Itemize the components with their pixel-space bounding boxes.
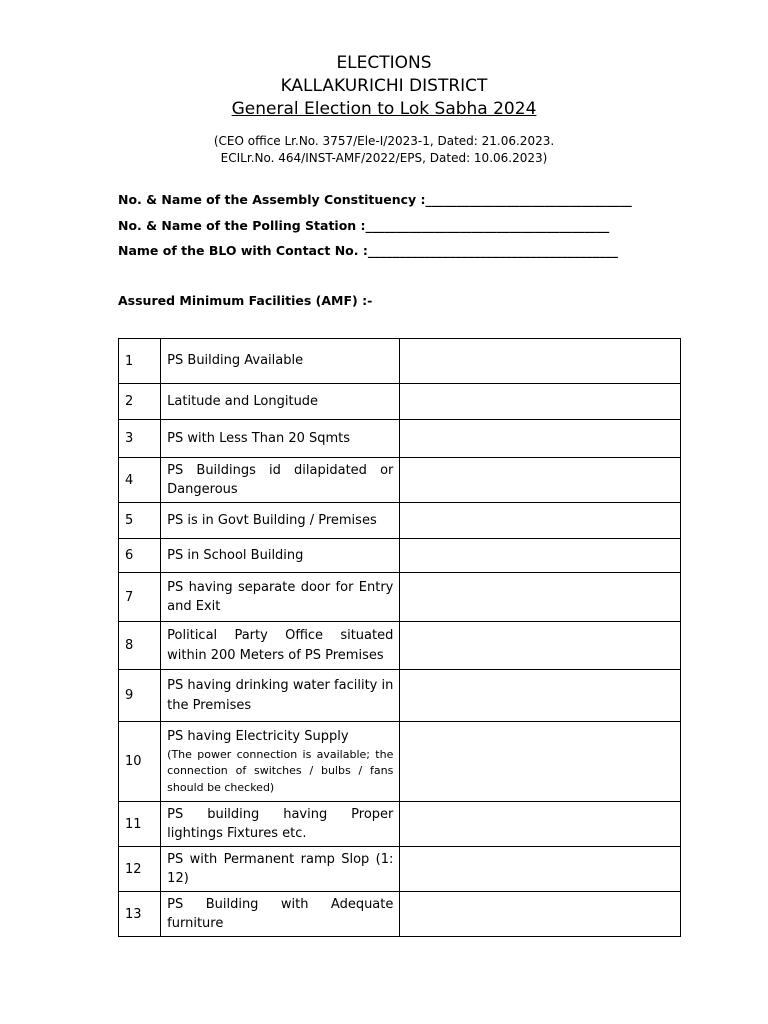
row-entry-cell[interactable] — [400, 458, 681, 503]
table-row — [119, 573, 681, 622]
row-description: PS having separate door for Entry and Exit — [161, 573, 400, 622]
row-entry-cell[interactable] — [400, 384, 681, 420]
row-description: Latitude and Longitude — [161, 384, 400, 420]
row-number: 5 — [119, 503, 161, 539]
row-number: 12 — [119, 847, 161, 892]
row-description: PS in School Building — [161, 539, 400, 573]
row-description: PS Building Available — [161, 339, 400, 384]
row-entry-cell[interactable] — [400, 339, 681, 384]
row-number: 3 — [119, 420, 161, 458]
row-entry-cell[interactable] — [400, 539, 681, 573]
row-number: 6 — [119, 539, 161, 573]
row-number: 4 — [119, 458, 161, 503]
row-description: PS with Permanent ramp Slop (1: 12) — [161, 847, 400, 892]
reference-ecil-letter: ECILr.No. 464/INST-AMF/2022/EPS, Dated: 10.06.2023) — [220, 151, 548, 165]
row-number: 10 — [119, 722, 161, 802]
table-row — [119, 892, 681, 937]
header-district: KALLAKURICHI DISTRICT — [280, 76, 488, 96]
row-number: 2 — [119, 384, 161, 420]
reference-letters — [0, 133, 768, 167]
table-row — [119, 670, 681, 722]
field-label: Name of the BLO with Contact No. : — [118, 243, 368, 258]
row-description: PS building having Proper lightings Fixtures etc. — [161, 802, 400, 847]
row-number: 9 — [119, 670, 161, 722]
row-description: PS is in Govt Building / Premises — [161, 503, 400, 539]
row-entry-cell[interactable] — [400, 622, 681, 670]
row-description — [161, 722, 400, 802]
field-blank[interactable]: _________________________________ — [425, 192, 632, 207]
row-entry-cell[interactable] — [400, 847, 681, 892]
row-entry-cell[interactable] — [400, 503, 681, 539]
field-blank[interactable]: _______________________________________ — [365, 217, 610, 233]
row-description: PS with Less Than 20 Sqmts — [161, 420, 400, 458]
field-label: No. & Name of the Assembly Constituency : — [118, 192, 426, 207]
table-row — [119, 458, 681, 503]
row-description-text: PS having Electricity Supply — [167, 729, 349, 744]
field-polling-station[interactable] — [118, 216, 632, 242]
row-entry-cell[interactable] — [400, 573, 681, 622]
header-election-title: General Election to Lok Sabha 2024 — [231, 99, 537, 119]
table-row — [119, 539, 681, 573]
table-row — [119, 503, 681, 539]
row-entry-cell[interactable] — [400, 802, 681, 847]
row-number: 7 — [119, 573, 161, 622]
field-label: No. & Name of the Polling Station : — [118, 217, 366, 233]
field-blo-contact[interactable] — [118, 241, 632, 267]
table-row — [119, 847, 681, 892]
row-entry-cell[interactable] — [400, 670, 681, 722]
row-description-note: (The power connection is available; the connection of switches / bulbs / fans should be checked) — [167, 747, 394, 794]
reference-ceo-letter: (CEO office Lr.No. 3757/Ele-I/2023-1, Dated: 21.06.2023. — [213, 134, 555, 148]
table-row — [119, 722, 681, 802]
row-description: Political Party Office situated within 200 Meters of PS Premises — [161, 622, 400, 670]
field-blank[interactable]: ________________________________________ — [367, 243, 618, 258]
row-entry-cell[interactable] — [400, 420, 681, 458]
table-row — [119, 622, 681, 670]
row-description: PS Buildings id dilapidated or Dangerous — [161, 458, 400, 503]
amf-heading: Assured Minimum Facilities (AMF) :- — [118, 293, 373, 308]
table-row — [119, 802, 681, 847]
table-row — [119, 384, 681, 420]
row-description: PS Building with Adequate furniture — [161, 892, 400, 937]
field-assembly-constituency[interactable] — [118, 190, 632, 216]
table-row — [119, 339, 681, 384]
row-number: 8 — [119, 622, 161, 670]
row-number: 1 — [119, 339, 161, 384]
row-description: PS having drinking water facility in the Premises — [161, 670, 400, 722]
form-fields — [118, 190, 632, 267]
document-header — [0, 52, 768, 121]
row-number: 13 — [119, 892, 161, 937]
row-entry-cell[interactable] — [400, 722, 681, 802]
header-elections: ELECTIONS — [336, 53, 432, 73]
row-number: 11 — [119, 802, 161, 847]
row-entry-cell[interactable] — [400, 892, 681, 937]
table-row — [119, 420, 681, 458]
amf-table — [118, 338, 681, 937]
